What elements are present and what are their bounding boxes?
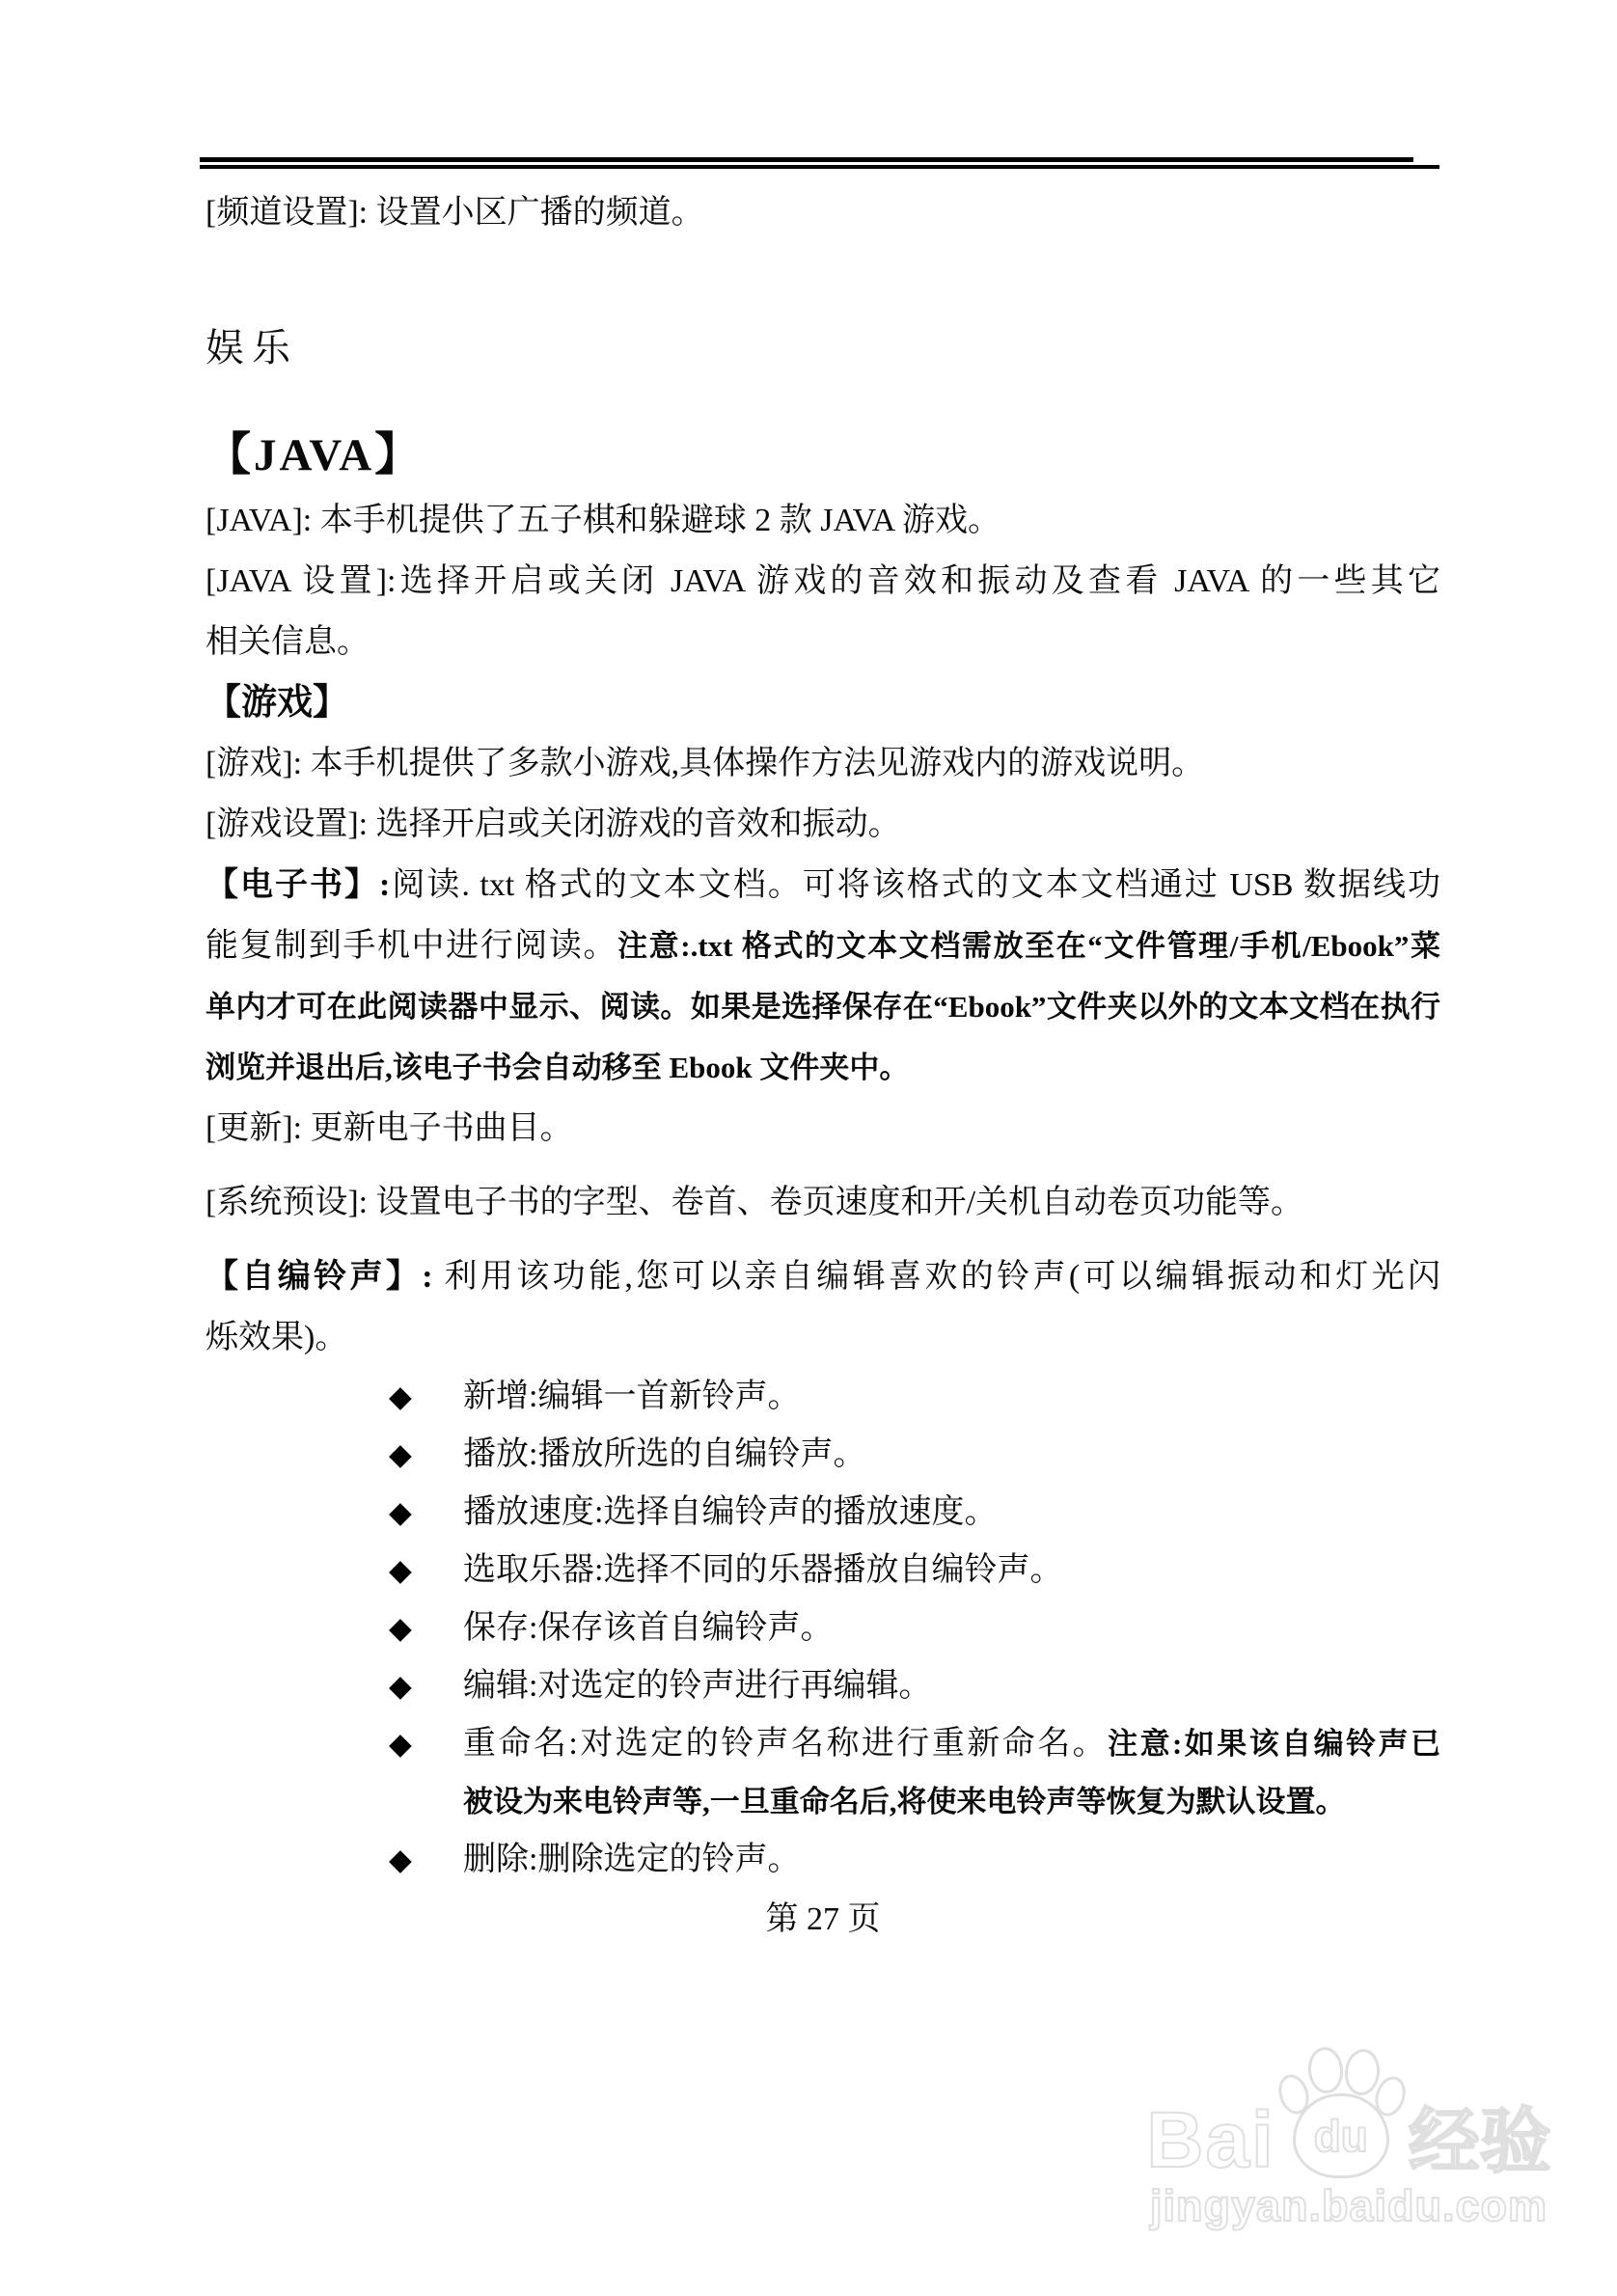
text-line (206, 1715, 1440, 1773)
text-run: [频道设置]: 设置小区广播的频道。 (206, 195, 704, 231)
text-line (206, 794, 1440, 855)
text-line (206, 490, 1440, 551)
diamond-bullet-icon: ◆ (389, 1495, 412, 1530)
text-line (206, 182, 1440, 243)
text-line (206, 551, 1440, 612)
text-run: 保存:保存该首自编铃声。 (463, 1610, 834, 1646)
text-line (206, 1484, 1440, 1542)
text-run: 能复制到手机中进行阅读。 (206, 928, 618, 964)
text-run: 【JAVA】 (206, 430, 424, 480)
text-run: 【电子书】: (206, 867, 391, 903)
baidu-logo (1137, 2045, 1561, 2184)
paw-pad-icon (1293, 2093, 1389, 2178)
text-line (206, 672, 1440, 733)
text-line (206, 976, 1440, 1037)
text-line (206, 1773, 1440, 1831)
text-run: 利用该功能,您可以亲自编辑喜欢的铃声(可以编辑振动和灯光闪 (432, 1259, 1440, 1295)
text-run: 被设为来电铃声等,一旦重命名后,将使来电铃声等恢复为默认设置。 (463, 1785, 1346, 1818)
diamond-bullet-icon: ◆ (389, 1611, 412, 1646)
text-line (206, 421, 1440, 490)
top-double-rule-lower (200, 165, 1439, 169)
text-run: [JAVA 设置]:选择开启或关闭 JAVA 游戏的音效和振动及查看 JAVA 的一些其它 (206, 563, 1440, 599)
text-run: 选取乐器:选择不同的乐器播放自编铃声。 (463, 1552, 1063, 1588)
document-body (206, 182, 1440, 1949)
text-run: [更新]: 更新电子书曲目。 (206, 1110, 573, 1146)
text-run: 播放:播放所选的自编铃声。 (463, 1436, 866, 1472)
baidu-brand-cn-text: 经验 (1408, 2103, 1551, 2182)
text-run: 单内才可在此阅读器中显示、阅读。如果是选择保存在“Ebook”文件夹以外的文本文档在执行 (206, 990, 1440, 1024)
text-run: 相关信息。 (206, 624, 370, 660)
text-line (206, 1172, 1440, 1233)
text-run: 阅读. txt 格式的文本文档。可将该格式的文本文档通过 USB 数据线功 (390, 867, 1440, 903)
text-line (206, 1246, 1440, 1307)
text-line (206, 1542, 1440, 1599)
baidu-logo-du-text: du (1313, 2111, 1368, 2161)
text-run: 新增:编辑一首新铃声。 (463, 1379, 801, 1414)
baidu-paw-icon (1277, 2047, 1405, 2180)
top-double-rule-upper (200, 157, 1413, 162)
text-line (206, 1307, 1440, 1368)
diamond-bullet-icon: ◆ (389, 1727, 412, 1762)
text-run: [游戏设置]: 选择开启或关闭游戏的音效和振动。 (206, 806, 901, 842)
text-run: 播放速度:选择自编铃声的播放速度。 (463, 1494, 998, 1530)
diamond-bullet-icon: ◆ (389, 1437, 412, 1472)
baidu-watermark (1137, 2045, 1561, 2230)
text-line (206, 1098, 1440, 1159)
text-line (206, 1037, 1440, 1098)
baidu-logo-bai-text: Bai (1146, 2096, 1275, 2184)
text-run: [系统预设]: 设置电子书的字型、卷首、卷页速度和开/关机自动卷页功能等。 (206, 1185, 1304, 1220)
diamond-bullet-icon: ◆ (389, 1380, 412, 1414)
diamond-bullet-icon: ◆ (389, 1843, 412, 1877)
text-run: 浏览并退出后,该电子书会自动移至 Ebook 文件夹中。 (206, 1051, 910, 1084)
text-line (206, 1599, 1440, 1657)
text-line (206, 1426, 1440, 1484)
text-run: 娱乐 (206, 326, 298, 369)
text-run: 删除:删除选定的铃声。 (463, 1842, 801, 1877)
diamond-bullet-icon: ◆ (389, 1553, 412, 1588)
text-run: 【游戏】 (206, 683, 348, 723)
text-run: [游戏]: 本手机提供了多款小游戏,具体操作方法见游戏内的游戏说明。 (206, 746, 1205, 781)
text-run: 编辑:对选定的铃声进行再编辑。 (463, 1668, 932, 1704)
text-line (206, 314, 1440, 382)
paw-toe-icon (1306, 2046, 1345, 2095)
text-line (206, 855, 1440, 916)
text-line (206, 916, 1440, 976)
text-line (206, 1368, 1440, 1426)
text-run: 注意:.txt 格式的文本文档需放至在“文件管理/手机/Ebook”菜 (617, 929, 1440, 963)
paw-toe-icon (1342, 2047, 1382, 2097)
page-number: 第 27 页 (765, 1901, 881, 1937)
text-run: 【自编铃声】: (206, 1259, 433, 1295)
watermark-url-text: jingyan.baidu.com (1149, 2181, 1548, 2230)
text-line (206, 1657, 1440, 1715)
diamond-bullet-icon: ◆ (389, 1669, 412, 1704)
text-run: 烁效果)。 (206, 1320, 348, 1355)
text-line (206, 733, 1440, 794)
text-run: [JAVA]: 本手机提供了五子棋和躲避球 2 款 JAVA 游戏。 (206, 503, 1000, 538)
text-line (206, 1831, 1440, 1889)
text-run: 重命名:对选定的铃声名称进行重新命名。 (463, 1726, 1109, 1762)
text-line (206, 612, 1440, 672)
text-run: 注意:如果该自编铃声已 (1108, 1727, 1440, 1761)
